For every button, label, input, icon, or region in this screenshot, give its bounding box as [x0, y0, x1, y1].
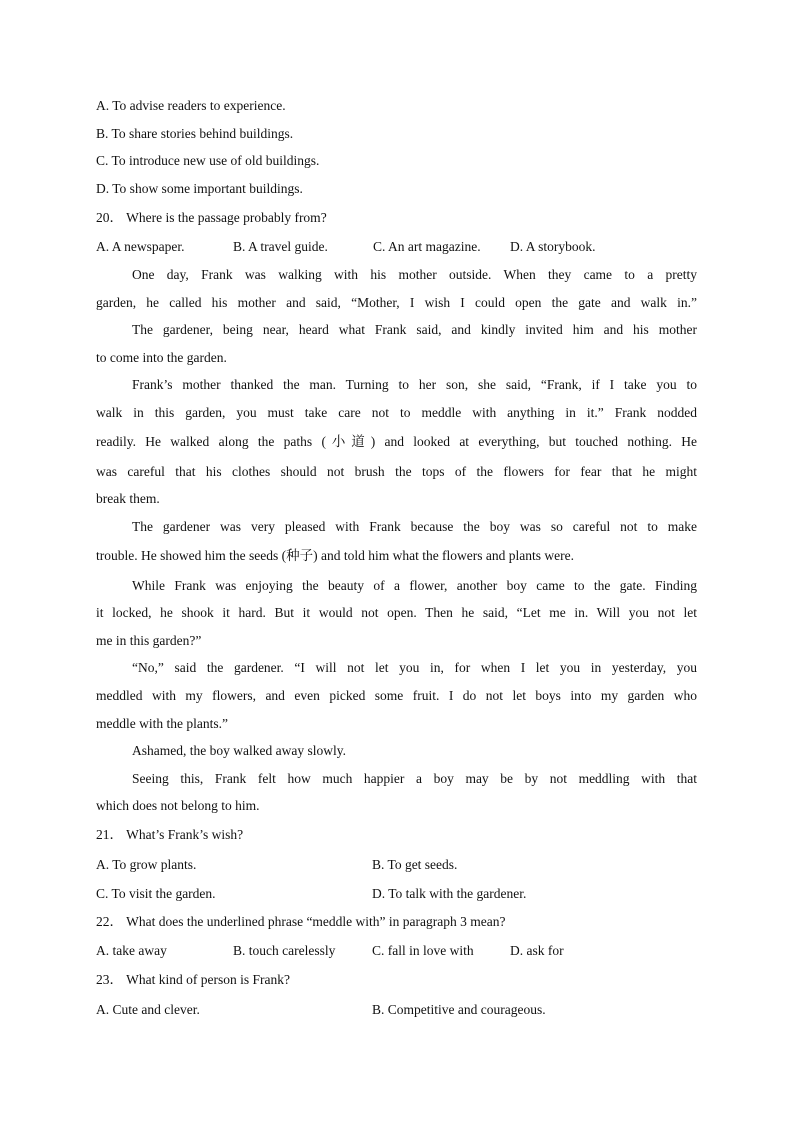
- passage-p1-line1: One day, Frank was walking with his mother outside. When they came to a pretty: [132, 267, 697, 282]
- passage-p4-line1: The gardener was very pleased with Frank because the boy was so careful not to make: [132, 519, 697, 534]
- q22-option-a: A. take away: [96, 943, 167, 958]
- passage-p8-line2: which does not belong to him.: [96, 798, 260, 813]
- q22-option-b: B. touch carelessly: [233, 943, 336, 958]
- passage-p1-line2: garden, he called his mother and said, “Mother, I wish I could open the gate and walk in.”: [96, 295, 697, 310]
- passage-p5-line2: it locked, he shook it hard. But it would not open. Then he said, “Let me in. Will you not let: [96, 605, 697, 620]
- q22-option-d: D. ask for: [510, 943, 564, 958]
- passage-p4-line2: trouble. He showed him the seeds (种子) and told him what the flowers and plants were.: [96, 548, 575, 563]
- passage-p5-line3: me in this garden?”: [96, 633, 202, 648]
- q19-option-c: C. To introduce new use of old buildings.: [96, 153, 320, 168]
- passage-p7-line1: Ashamed, the boy walked away slowly.: [132, 743, 346, 758]
- passage-p3-line1: Frank’s mother thanked the man. Turning to her son, she said, “Frank, if I take you to: [132, 377, 697, 392]
- q22-option-c: C. fall in love with: [372, 943, 474, 958]
- passage-p6-line1: “No,” said the gardener. “I will not let you in, for when I let you in yesterday, you: [132, 660, 697, 675]
- q19-option-a: A. To advise readers to experience.: [96, 98, 286, 113]
- q19-option-b: B. To share stories behind buildings.: [96, 126, 294, 141]
- passage-p8-line1: Seeing this, Frank felt how much happier a boy may be by not meddling with that: [132, 771, 697, 786]
- q23-question: 23． What kind of person is Frank?: [96, 972, 290, 987]
- passage-p3-line3: readily. He walked along the paths (小道) and looked at everything, but touched nothing. He: [96, 434, 697, 449]
- passage-p3-line4: was careful that his clothes should not brush the tops of the flowers for fear that he might: [96, 464, 697, 479]
- q21-option-d: D. To talk with the gardener.: [372, 886, 527, 901]
- q22-question: 22． What does the underlined phrase “meddle with” in paragraph 3 mean?: [96, 914, 506, 929]
- passage-p6-line3: meddle with the plants.”: [96, 716, 228, 731]
- q21-option-c: C. To visit the garden.: [96, 886, 216, 901]
- passage-p5-line1: While Frank was enjoying the beauty of a flower, another boy came to the gate. Finding: [132, 578, 697, 593]
- passage-p2-line2: to come into the garden.: [96, 350, 227, 365]
- q21-option-b: B. To get seeds.: [372, 857, 458, 872]
- q20-option-c: C. An art magazine.: [373, 239, 481, 254]
- q23-option-b: B. Competitive and courageous.: [372, 1002, 546, 1017]
- q23-option-a: A. Cute and clever.: [96, 1002, 200, 1017]
- q19-option-d: D. To show some important buildings.: [96, 181, 303, 196]
- passage-p2-line1: The gardener, being near, heard what Frank said, and kindly invited him and his mother: [132, 322, 697, 337]
- q21-question: 21． What’s Frank’s wish?: [96, 827, 244, 842]
- q20-option-d: D. A storybook.: [510, 239, 596, 254]
- passage-p3-line2: walk in this garden, you must take care not to meddle with anything in it.” Frank nodded: [96, 405, 697, 420]
- q20-option-a: A. A newspaper.: [96, 239, 185, 254]
- q20-question: 20． Where is the passage probably from?: [96, 210, 327, 225]
- passage-p3-line5: break them.: [96, 491, 160, 506]
- q20-option-b: B. A travel guide.: [233, 239, 328, 254]
- passage-p6-line2: meddled with my flowers, and even picked some fruit. I do not let boys into my garden who: [96, 688, 697, 703]
- q21-option-a: A. To grow plants.: [96, 857, 197, 872]
